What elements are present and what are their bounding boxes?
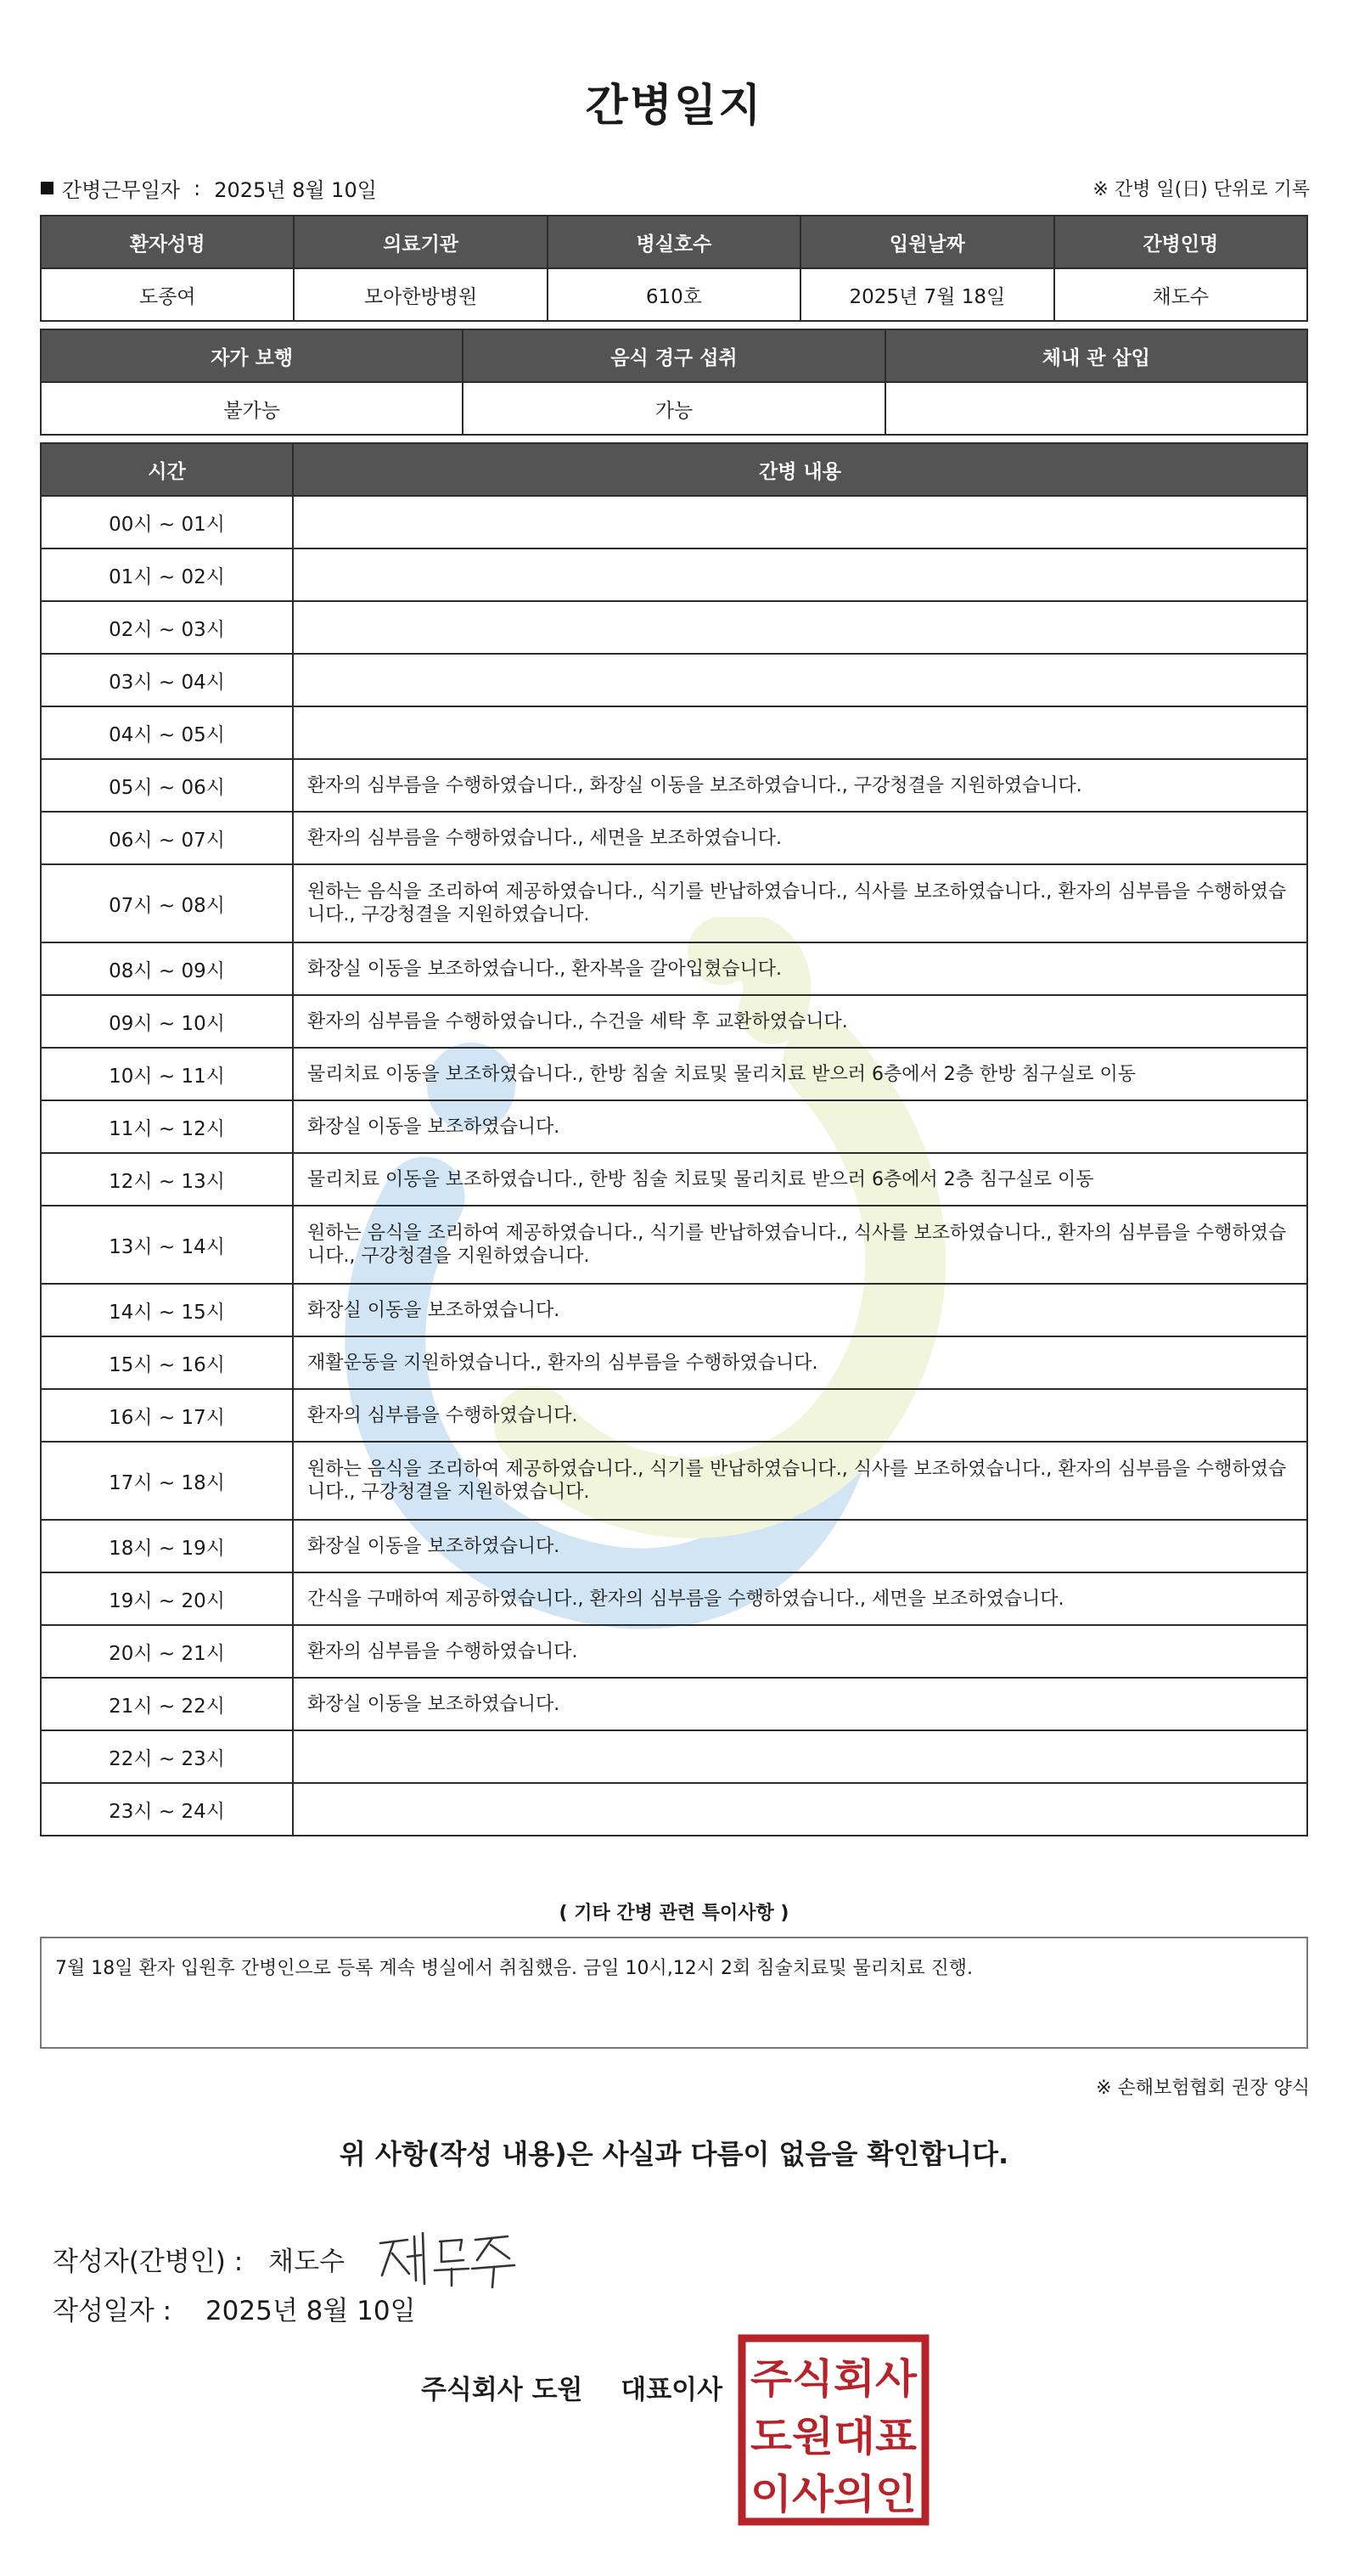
log-time-cell: 15시 ~ 16시 xyxy=(41,1336,293,1389)
log-row xyxy=(41,706,1307,759)
log-content-cell: 환자의 심부름을 수행하였습니다., 화장실 이동을 보조하였습니다., 구강청결을 지원하였습니다. xyxy=(293,759,1307,812)
log-content-cell: 원하는 음식을 조리하여 제공하였습니다., 식기를 반납하였습니다., 식사를 보조하였습니다., 환자의 심부름을 수행하였습니다., 구강청결을 지원하였습니다. xyxy=(293,864,1307,942)
log-body xyxy=(41,496,1307,1836)
log-row xyxy=(41,601,1307,654)
log-time-cell: 02시 ~ 03시 xyxy=(41,601,293,654)
log-time-cell: 05시 ~ 06시 xyxy=(41,759,293,812)
hospital-name: 모아한방병원 xyxy=(294,268,547,321)
log-row xyxy=(41,1389,1307,1442)
log-row xyxy=(41,1625,1307,1678)
log-row xyxy=(41,548,1307,601)
log-row xyxy=(41,1048,1307,1100)
log-row xyxy=(41,1730,1307,1783)
header-time: 시간 xyxy=(41,443,293,496)
form-note: ※ 손해보험협회 권장 양식 xyxy=(1096,2078,1310,2099)
care-log-table xyxy=(40,442,1308,1836)
log-content-cell xyxy=(293,496,1307,548)
writer-row xyxy=(53,2224,526,2292)
log-content-cell: 화장실 이동을 보조하였습니다., 환자복을 갈아입혔습니다. xyxy=(293,942,1307,995)
log-row xyxy=(41,759,1307,812)
log-content-cell: 환자의 심부름을 수행하였습니다., 수건을 세탁 후 교환하였습니다. xyxy=(293,995,1307,1048)
patient-info-table xyxy=(40,215,1308,322)
header-patient-name: 환자성명 xyxy=(41,216,294,268)
log-content-cell: 화장실 이동을 보조하였습니다. xyxy=(293,1100,1307,1153)
log-content-cell xyxy=(293,1783,1307,1836)
log-time-cell: 19시 ~ 20시 xyxy=(41,1572,293,1625)
log-time-cell: 18시 ~ 19시 xyxy=(41,1520,293,1572)
log-time-cell: 08시 ~ 09시 xyxy=(41,942,293,995)
log-content-cell: 원하는 음식을 조리하여 제공하였습니다., 식기를 반납하였습니다., 식사를 보조하였습니다., 환자의 심부름을 수행하였습니다., 구강청결을 지원하였습니다. xyxy=(293,1206,1307,1284)
written-date-label: 작성일자 : xyxy=(53,2296,172,2326)
unit-note: ※ 간병 일(日) 단위로 기록 xyxy=(1092,179,1310,200)
log-time-cell: 13시 ~ 14시 xyxy=(41,1206,293,1284)
log-time-cell: 11시 ~ 12시 xyxy=(41,1100,293,1153)
log-content-cell xyxy=(293,1730,1307,1783)
log-row xyxy=(41,812,1307,864)
log-time-cell: 03시 ~ 04시 xyxy=(41,654,293,706)
patient-name: 도종여 xyxy=(41,268,294,321)
log-content-cell: 화장실 이동을 보조하였습니다. xyxy=(293,1284,1307,1336)
status-value-row xyxy=(41,382,1307,435)
work-date-label: 간병근무일자 xyxy=(62,178,181,202)
special-notes-box xyxy=(40,1937,1308,2049)
header-admission-date: 입원날짜 xyxy=(800,216,1053,268)
header-caregiver: 간병인명 xyxy=(1054,216,1307,268)
seal-text-line: 도원대표 xyxy=(750,2413,918,2461)
patient-info-header-row xyxy=(41,216,1307,268)
log-row xyxy=(41,1206,1307,1284)
oral-intake-value: 가능 xyxy=(463,382,885,435)
log-time-cell: 20시 ~ 21시 xyxy=(41,1625,293,1678)
header-care-content: 간병 내용 xyxy=(293,443,1307,496)
log-content-cell xyxy=(293,706,1307,759)
special-notes-title: ( 기타 간병 관련 특이사항 ) xyxy=(559,1903,789,1924)
log-row xyxy=(41,1100,1307,1153)
work-date-colon: : xyxy=(194,176,201,200)
page-title: 간병일지 xyxy=(585,81,763,132)
log-time-cell: 16시 ~ 17시 xyxy=(41,1389,293,1442)
log-time-cell: 17시 ~ 18시 xyxy=(41,1442,293,1520)
log-content-cell: 화장실 이동을 보조하였습니다. xyxy=(293,1678,1307,1730)
room-number: 610호 xyxy=(548,268,800,321)
log-content-cell: 원하는 음식을 조리하여 제공하였습니다., 식기를 반납하였습니다., 식사를 보조하였습니다., 환자의 심부름을 수행하였습니다., 구강청결을 지원하였습니다. xyxy=(293,1442,1307,1520)
log-time-cell: 01시 ~ 02시 xyxy=(41,548,293,601)
log-row xyxy=(41,654,1307,706)
log-row xyxy=(41,942,1307,995)
special-notes-text: 7월 18일 환자 입원후 간병인으로 등록 계속 병실에서 취침했음. 금일 10시,12시 2회 침술치료및 물리치료 진행. xyxy=(55,1958,973,1979)
log-content-cell xyxy=(293,601,1307,654)
log-time-cell: 04시 ~ 05시 xyxy=(41,706,293,759)
log-content-cell xyxy=(293,548,1307,601)
header-oral-intake: 음식 경구 섭취 xyxy=(463,329,885,382)
header-tube: 체내 관 삽입 xyxy=(885,329,1307,382)
log-row xyxy=(41,995,1307,1048)
company-line xyxy=(421,2368,722,2406)
walking-value: 불가능 xyxy=(41,382,463,435)
log-content-cell: 환자의 심부름을 수행하였습니다., 세면을 보조하였습니다. xyxy=(293,812,1307,864)
log-row xyxy=(41,496,1307,548)
company-seal-icon xyxy=(737,2333,930,2527)
seal-text-line: 이사의인 xyxy=(750,2471,917,2518)
written-date-row xyxy=(53,2289,416,2327)
log-row xyxy=(41,864,1307,942)
log-time-cell: 12시 ~ 13시 xyxy=(41,1153,293,1206)
writer-name: 채도수 xyxy=(268,2246,345,2277)
log-content-cell: 환자의 심부름을 수행하였습니다. xyxy=(293,1389,1307,1442)
log-row xyxy=(41,1153,1307,1206)
log-row xyxy=(41,1442,1307,1520)
log-row xyxy=(41,1284,1307,1336)
log-time-cell: 00시 ~ 01시 xyxy=(41,496,293,548)
log-row xyxy=(41,1678,1307,1730)
log-time-cell: 23시 ~ 24시 xyxy=(41,1783,293,1836)
log-header-row xyxy=(41,443,1307,496)
patient-info-value-row xyxy=(41,268,1307,321)
log-time-cell: 14시 ~ 15시 xyxy=(41,1284,293,1336)
log-row xyxy=(41,1783,1307,1836)
confirm-statement: 위 사항(작성 내용)은 사실과 다름이 없음을 확인합니다. xyxy=(339,2138,1009,2170)
tube-value xyxy=(885,382,1307,435)
caregiver-name: 채도수 xyxy=(1054,268,1307,321)
log-row xyxy=(41,1520,1307,1572)
log-time-cell: 06시 ~ 07시 xyxy=(41,812,293,864)
writer-label: 작성자(간병인) : xyxy=(53,2246,244,2277)
status-header-row xyxy=(41,329,1307,382)
log-content-cell: 간식을 구매하여 제공하였습니다., 환자의 심부름을 수행하였습니다., 세면을 보조하였습니다. xyxy=(293,1572,1307,1625)
work-date xyxy=(41,173,377,203)
header-hospital: 의료기관 xyxy=(294,216,547,268)
work-date-value: 2025년 8월 10일 xyxy=(214,178,377,202)
log-row xyxy=(41,1572,1307,1625)
log-content-cell: 물리치료 이동을 보조하였습니다., 한방 침술 치료및 물리치료 받으러 6층에서 2층 침구실로 이동 xyxy=(293,1153,1307,1206)
log-content-cell xyxy=(293,654,1307,706)
patient-status-table xyxy=(40,329,1308,436)
bullet-square-icon xyxy=(41,182,53,194)
handwritten-signature xyxy=(374,2224,526,2292)
log-time-cell: 22시 ~ 23시 xyxy=(41,1730,293,1783)
admission-date: 2025년 7월 18일 xyxy=(800,268,1053,321)
seal-text-line: 주식회사 xyxy=(750,2355,918,2403)
log-time-cell: 07시 ~ 08시 xyxy=(41,864,293,942)
log-row xyxy=(41,1336,1307,1389)
log-content-cell: 환자의 심부름을 수행하였습니다. xyxy=(293,1625,1307,1678)
written-date-value: 2025년 8월 10일 xyxy=(205,2296,416,2326)
log-content-cell: 화장실 이동을 보조하였습니다. xyxy=(293,1520,1307,1572)
log-time-cell: 09시 ~ 10시 xyxy=(41,995,293,1048)
log-content-cell: 물리치료 이동을 보조하였습니다., 한방 침술 치료및 물리치료 받으러 6층에서 2층 한방 침구실로 이동 xyxy=(293,1048,1307,1100)
header-walking: 자가 보행 xyxy=(41,329,463,382)
log-content-cell: 재활운동을 지원하였습니다., 환자의 심부름을 수행하였습니다. xyxy=(293,1336,1307,1389)
log-time-cell: 21시 ~ 22시 xyxy=(41,1678,293,1730)
company-name: 주식회사 도원 xyxy=(421,2375,583,2405)
company-title: 대표이사 xyxy=(621,2375,723,2405)
header-room: 병실호수 xyxy=(548,216,800,268)
log-time-cell: 10시 ~ 11시 xyxy=(41,1048,293,1100)
